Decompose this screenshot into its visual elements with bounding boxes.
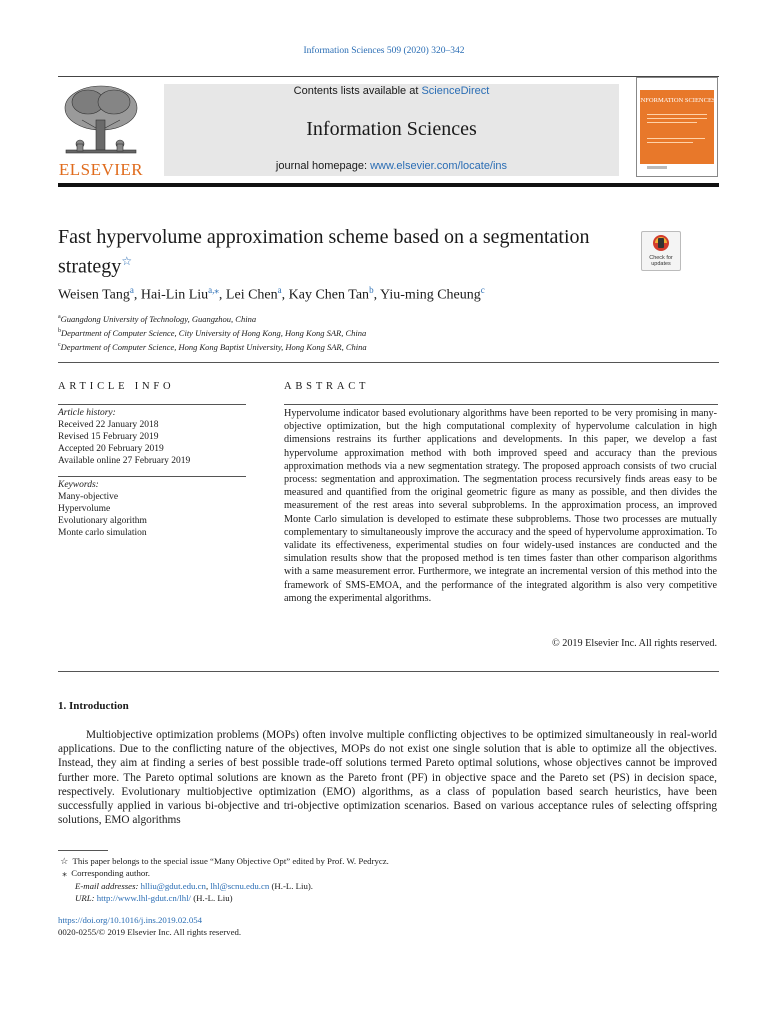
affiliation-item	[58, 339, 367, 353]
email-separator: ,	[205, 880, 211, 891]
homepage-url-link[interactable]: http://www.lhl-gdut.cn/lhl/	[96, 893, 192, 904]
article-history	[58, 407, 190, 467]
journal-citation-link[interactable]: Information Sciences 509 (2020) 320–342	[303, 46, 465, 56]
history-item: Received 22 January 2018	[58, 420, 159, 430]
footnotes	[58, 855, 389, 905]
email-suffix: (H.-L. Liu).	[269, 880, 313, 891]
crossmark-icon	[642, 232, 680, 254]
journal-title: Information Sciences	[306, 118, 477, 140]
article-title	[58, 225, 618, 279]
elsevier-logo	[58, 80, 144, 178]
author-affiliation-mark[interactable]: a,⁎	[208, 285, 219, 295]
cover-title: INFORMATION SCIENCES	[638, 97, 716, 104]
author-separator: ,	[281, 287, 289, 303]
footnote-rule	[58, 850, 108, 851]
abstract-heading: ABSTRACT	[284, 381, 370, 392]
divider	[58, 476, 246, 477]
history-item: Available online 27 February 2019	[58, 456, 191, 466]
author-separator: ,	[133, 287, 141, 303]
article-title-text: Fast hypervolume approximation scheme based on a segmentation strategy	[58, 226, 590, 278]
affiliation-text: Guangdong University of Technology, Guangzhou, China	[60, 313, 257, 324]
title-footnote-star-icon[interactable]: ☆	[121, 254, 133, 268]
affiliation-mark: a	[58, 314, 61, 320]
doi-link[interactable]: https://doi.org/10.1016/j.ins.2019.02.054	[58, 915, 203, 925]
divider	[58, 671, 719, 672]
check-for-updates-label: Check for updates	[649, 255, 673, 267]
abstract-text: Hypervolume indicator based evolutionary algorithms have been reported to be very promising in many-objective optimization, but the high computational complexity of hypervolume calculation in high dimensions restrains its further applications and developments. In this paper, we develop a fast hypervolume approximation method with both improved speed and accuracy than the previous approximation methods via a new segmentation strategy. The proposed approach consists of two crucial process: segmentation and approximation. The segmentation process recursively finds areas easy to be measured and quantified from the original geometric figure as many as possible, and then divides the measurement of the rest areas into several subproblems. In the approximation process, an improved Monte Carlo simulation is developed to estimate these subproblems. Those two processes are mutually complementary to simultaneously improve the accuracy and the speed of hypervolume approximation. To validate its effectiveness, experimental studies on four widely-used instances are conducted and the simulation results show that the proposed method is ten times faster than other comparison algorithms with a same measurement error. Furthermore, we integrate an incremental version of this method into the framework of SMS-EMOA, and the performance of the integrated algorithm is also very competitive among the experimental algorithms.	[284, 408, 717, 604]
footnote-corresponding	[58, 867, 389, 879]
contents-line	[164, 85, 619, 97]
issn-copyright: 0020-0255/© 2019 Elsevier Inc. All rights reserved.	[58, 927, 242, 937]
sciencedirect-link[interactable]: ScienceDirect	[421, 85, 490, 97]
header-thick-rule	[58, 183, 719, 187]
article-info-heading: ARTICLE INFO	[58, 381, 175, 392]
introduction-paragraph: Multiobjective optimization problems (MOPs) often involve multiple conflicting objectives to be optimized simultaneously in real-world applications. Due to the conflicting nature of the objectives, MOPs do not exist one single solution that is able to optimize all the objectives. Instead, they aim at finding a series of best possible trade-off solutions termed Pareto optimal solutions, whose objectives cannot be improved further more. The Pareto optimal solutions are known as the Pareto front (PF) in objective space and the Pareto set (PS) in decision space, respectively. Evolutionary multiobjective optimization (EMO) algorithms, as a class of population based search heuristics, have been successfully applied in various bi-objective and tri-objective optimization scenarios. Based on various acceptance rules of selecting offspring solutions, EMO algorithms	[58, 729, 717, 827]
footnote-email	[58, 880, 389, 892]
check-for-updates-badge[interactable]	[641, 231, 681, 271]
keyword-item: Evolutionary algorithm	[58, 516, 147, 526]
author-affiliation-mark[interactable]: a	[129, 285, 134, 295]
keyword-item: Hypervolume	[58, 504, 111, 514]
email-link-gdut[interactable]: hlliu@gdut.edu.cn	[140, 880, 206, 891]
header-rule	[58, 76, 719, 77]
author-name[interactable]: Hai-Lin Liu	[140, 287, 209, 303]
divider	[58, 362, 719, 363]
affiliation-mark: b	[58, 327, 61, 334]
affiliation-text: Department of Computer Science, Hong Kong Baptist University, Hong Kong SAR, China	[60, 341, 367, 352]
affiliation-item	[58, 311, 367, 325]
article-history-label: Article history:	[58, 408, 116, 418]
elsevier-tree-icon	[58, 80, 144, 160]
author-separator: ,	[373, 287, 381, 303]
author-separator: ,	[218, 287, 226, 303]
author-name[interactable]: Kay Chen Tan	[288, 287, 370, 303]
journal-cover-icon	[637, 78, 717, 176]
author-name[interactable]: Weisen Tang	[58, 287, 130, 303]
author-affiliation-mark[interactable]: a	[277, 285, 282, 295]
footnote-special-issue	[58, 855, 389, 867]
affiliation-item	[58, 325, 367, 339]
elsevier-wordmark: ELSEVIER	[58, 160, 144, 179]
homepage-line	[164, 160, 619, 172]
url-suffix: (H.-L. Liu)	[191, 893, 233, 904]
author-list	[58, 285, 485, 304]
journal-cover-thumbnail[interactable]	[636, 77, 718, 177]
footnote-star-icon: ☆	[60, 856, 69, 866]
email-label: E-mail addresses:	[75, 880, 139, 891]
keyword-item: Monte carlo simulation	[58, 528, 147, 538]
divider	[58, 404, 246, 405]
author-affiliation-mark[interactable]: b	[369, 285, 374, 295]
affiliation-text: Department of Computer Science, City University of Hong Kong, Hong Kong SAR, China	[61, 327, 367, 338]
divider	[284, 404, 718, 405]
footnote-text: Corresponding author.	[71, 868, 150, 879]
footnote-asterisk-icon: ⁎	[62, 868, 67, 879]
author-affiliation-mark[interactable]: c	[480, 285, 485, 295]
author-name[interactable]: Yiu-ming Cheung	[380, 287, 481, 303]
footnote-url	[58, 892, 389, 904]
history-item: Revised 15 February 2019	[58, 432, 159, 442]
email-link-scnu[interactable]: lhl@scnu.edu.cn	[210, 880, 270, 891]
keyword-item: Many-objective	[58, 492, 119, 502]
keywords	[58, 479, 147, 539]
history-item: Accepted 20 February 2019	[58, 444, 164, 454]
url-label: URL:	[75, 893, 95, 904]
footnote-text: This paper belongs to the special issue “Many Objective Opt” edited by Prof. W. Pedrycz.	[72, 856, 389, 866]
abstract-copyright: © 2019 Elsevier Inc. All rights reserved.	[551, 638, 717, 649]
author-name[interactable]: Lei Chen	[225, 287, 278, 303]
journal-banner	[164, 84, 619, 176]
homepage-prefix: journal homepage:	[275, 160, 371, 172]
contents-prefix: Contents lists available at	[293, 85, 422, 97]
affiliation-list	[58, 311, 367, 352]
keywords-label: Keywords:	[58, 480, 99, 490]
affiliation-mark: c	[58, 341, 61, 348]
journal-homepage-link[interactable]: www.elsevier.com/locate/ins	[370, 160, 508, 172]
section-heading-introduction: 1. Introduction	[58, 700, 129, 712]
